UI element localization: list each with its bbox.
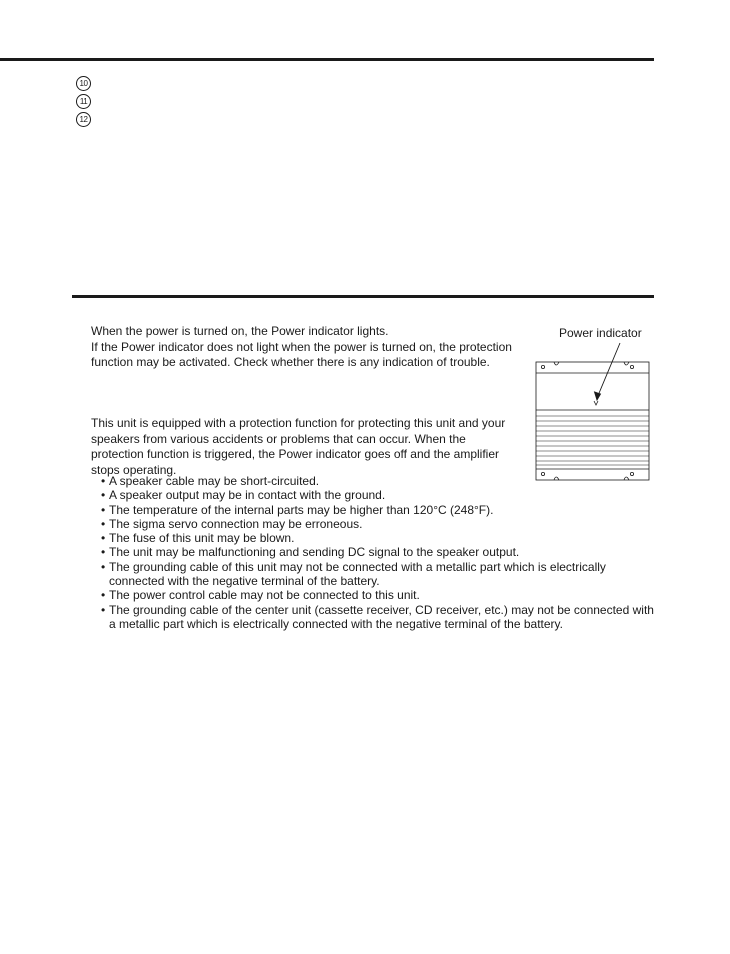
- numbered-markers: [76, 73, 91, 127]
- power-indicator-label: Power indicator: [559, 326, 642, 340]
- list-item: • The power control cable may not be connected to this unit.: [101, 588, 420, 603]
- protection-text: This unit is equipped with a protection function for protecting this unit and your speakers from various accidents or problems that can occur. When the protection function is triggered, the Power indicator goes off and the amplifier stops operating.: [91, 416, 506, 477]
- list-item: • The unit may be malfunctioning and sending DC signal to the speaker output.: [101, 545, 520, 560]
- power-indicator-line1: When the power is turned on, the Power indicator lights.: [91, 324, 389, 338]
- numbered-item: [76, 109, 91, 127]
- section-rule: [72, 295, 654, 298]
- list-item: • The grounding cable of this unit may not be connected with a metallic part which is electrically connected with the negative terminal of the battery.: [101, 559, 606, 589]
- protection-paragraph: [91, 416, 521, 478]
- list-item: • A speaker output may be in contact with the ground.: [101, 488, 386, 503]
- circled-number: 12: [76, 112, 91, 127]
- protection-causes-list: [101, 474, 661, 631]
- circled-number: 10: [76, 76, 91, 91]
- power-indicator-paragraph: [91, 324, 521, 371]
- circled-number: 11: [76, 94, 91, 109]
- heatsink-fins: [536, 416, 649, 465]
- numbered-item: [76, 91, 91, 109]
- list-item: • A speaker cable may be short-circuited.: [101, 474, 320, 488]
- list-item: • The fuse of this unit may be blown.: [101, 531, 295, 546]
- amplifier-illustration: [530, 338, 655, 486]
- power-indicator-line2: If the Power indicator does not light when the power is turned on, the protection function may be activated. Check whether there is any indication of trouble.: [91, 339, 512, 369]
- list-item: • The grounding cable of the center unit (cassette receiver, CD receiver, etc.) may not be connected with a metallic part which is electrically connected with the negative terminal of the battery.: [101, 602, 654, 631]
- list-item: • The sigma servo connection may be erroneous.: [101, 516, 363, 531]
- list-item: • The temperature of the internal parts may be higher than 120°C (248°F).: [101, 502, 494, 517]
- numbered-item: [76, 73, 91, 91]
- indicator-pointer: [595, 343, 621, 400]
- top-rule: [0, 58, 654, 61]
